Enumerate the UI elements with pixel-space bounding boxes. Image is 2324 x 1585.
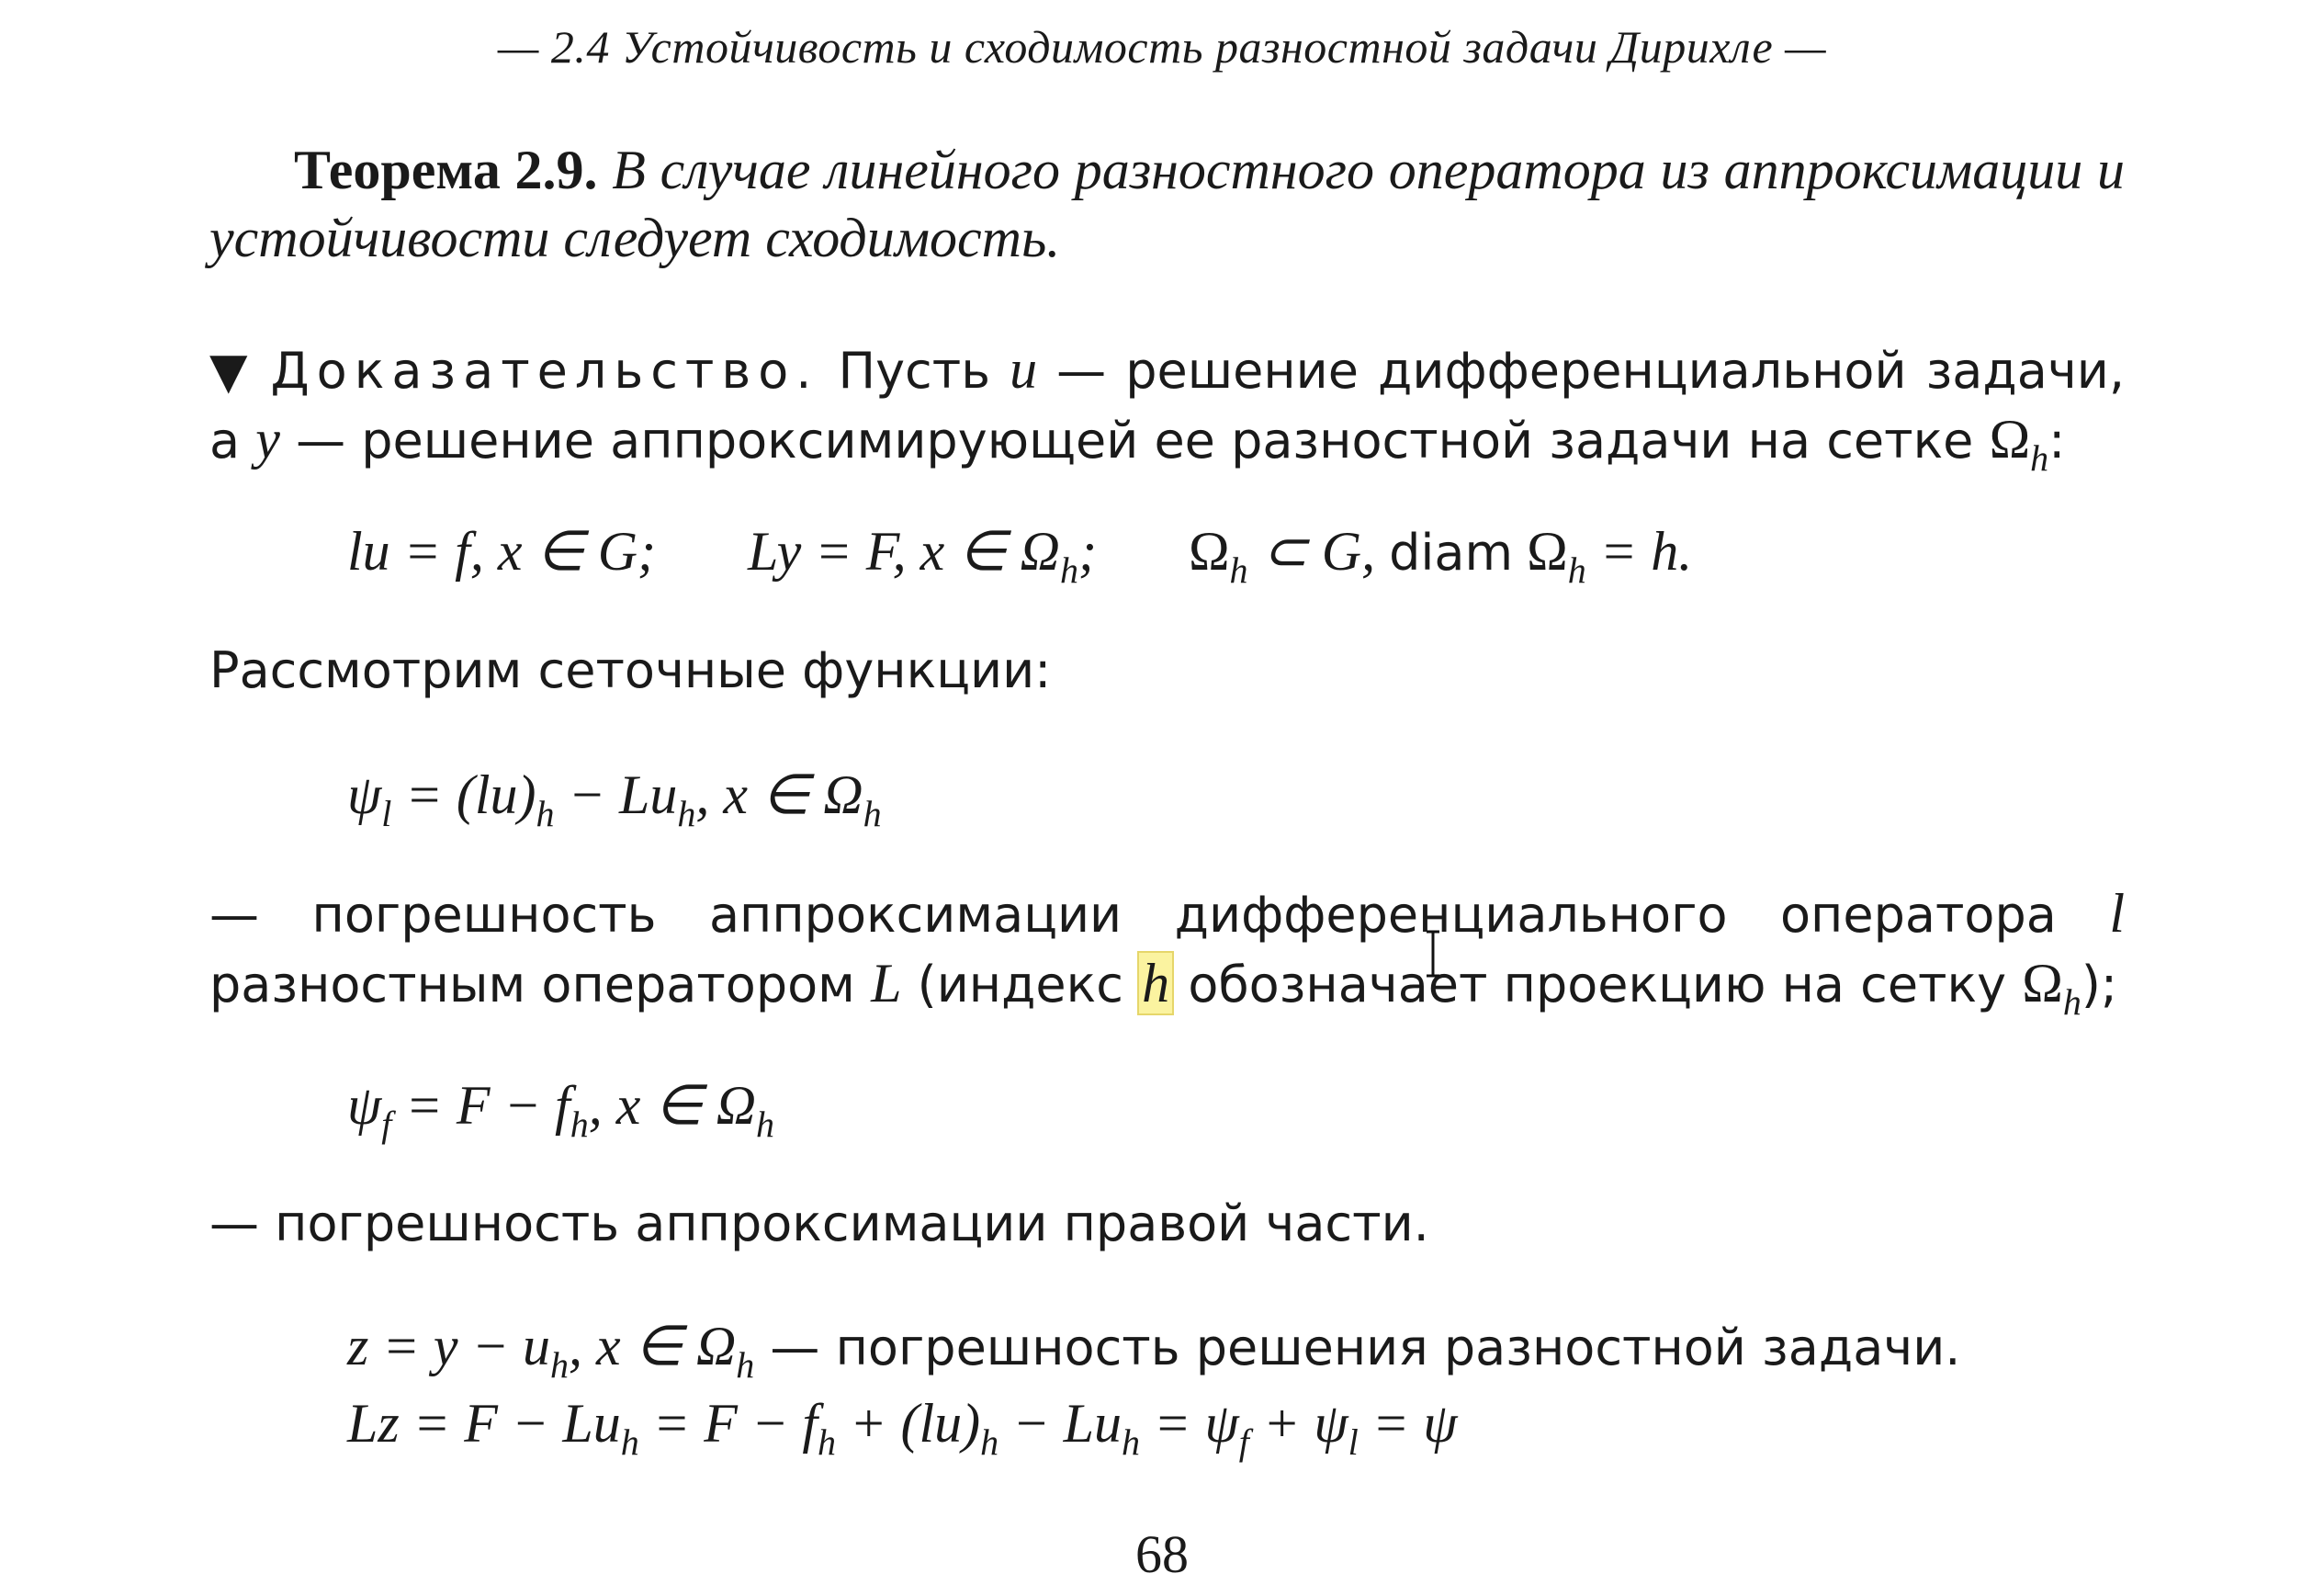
formula-Lz [347,1392,1458,1463]
formula1-omega-sub: h [1567,549,1586,591]
err1-omega-sub: h [2062,981,2081,1023]
formula1-part-c-sub: h [1229,549,1248,591]
formula4-body1: z = y − u [347,1316,550,1376]
proof-title: Доказательство. [270,342,819,400]
formula-psi-f [347,1073,774,1145]
formula-problem-statement [347,519,1693,591]
formula2-sub3: h [863,793,882,834]
formula2-body3: , x ∈ Ω [695,764,863,825]
err1-text-e: ); [2081,956,2118,1013]
formula5-sd: h [1122,1421,1140,1463]
text-rhs-error: — погрешность аппроксимации правой части. [209,1194,1429,1252]
formula-psi-l [347,763,882,834]
formula5-sa: h [620,1421,639,1463]
var-L: L [871,953,902,1013]
err1-text-a: — погрешность аппроксимации дифференциального оператора [209,886,2057,944]
theorem-block [209,136,2125,272]
page-number: 68 [1135,1524,1189,1584]
formula5-d: − Lu [998,1393,1122,1454]
var-u: u [1010,339,1038,400]
proof-text-1: Пусть [838,342,991,400]
formula2-sub1: h [536,793,555,834]
psi-sub: l [381,793,392,834]
proof-paragraph [209,335,2125,480]
formula5-c: + (lu) [836,1393,981,1454]
formula1-part-c-mid: ⊂ G, [1247,521,1390,582]
formula5-b: = F − f [638,1393,818,1454]
text-consider: Рассмотрим сеточные функции: [209,641,1052,699]
running-header: — 2.4 Устойчивость и сходимость разностной задачи Дирихле — [497,21,1827,73]
formula2-body1: = (lu) [391,764,536,825]
err1-omega: Ω [2022,953,2063,1013]
formula1-diam: diam [1389,524,1514,582]
formula5-sc: h [980,1421,999,1463]
formula4-text: — погрешность решения разностной задачи. [754,1319,1961,1376]
formula5-f: + ψ [1248,1393,1348,1454]
formula4-sub2: h [736,1344,755,1386]
var-l: l [2109,883,2125,944]
proof-text-2: — решение дифференциальной задачи, а [209,342,2125,470]
omega-symbol: Ω [1989,409,2031,470]
formula4-body2: , x ∈ Ω [568,1316,737,1376]
formula1-part-b-sub: h [1059,549,1078,591]
theorem-statement: В случае линейного разностного оператора из аппроксимации и устойчивости следует сходимость. [209,140,2126,268]
proof-colon: : [2048,412,2066,470]
var-y: y [255,409,280,470]
formula3-body1: = F − f [391,1075,570,1136]
err1-text-d: обозначает проекцию на сетку [1188,956,2007,1013]
formula1-part-b-end: ; [1077,521,1097,582]
formula5-a: Lz = F − Lu [347,1393,621,1454]
formula3-sub2: h [755,1104,774,1145]
formula1-part-c-end: = h. [1585,521,1693,582]
proof-marker-icon: ▼ [209,342,252,400]
formula1-omega: Ω [1513,521,1568,582]
highlighted-index-h[interactable]: h [1139,953,1172,1013]
err1-text-c: (индекс [917,956,1123,1013]
psi-symbol: ψ [347,764,382,825]
omega-subscript: h [2030,437,2049,479]
psi-f-sub: f [381,1104,392,1145]
formula5-sb: h [818,1421,837,1463]
formula3-sub1: h [570,1104,589,1145]
formula5-se: f [1238,1421,1249,1463]
err1-text-b: разностным оператором [209,956,855,1013]
formula1-part-c: Ω [1188,521,1230,582]
formula1-part-a: lu = f, x ∈ G; [347,521,657,582]
formula3-body2: , x ∈ Ω [588,1075,756,1136]
theorem-label: Теорема 2.9. [294,140,598,200]
formula4-sub1: h [549,1344,569,1386]
psi-f-symbol: ψ [347,1075,382,1136]
formula1-part-b: Ly = F, x ∈ Ω [748,521,1060,582]
proof-text-3: — решение аппроксимирующей ее разностной задачи на сетке [296,412,1974,470]
formula5-sf: l [1348,1421,1359,1463]
formula2-sub2: h [677,793,696,834]
formula5-e: = ψ [1140,1393,1239,1454]
formula-z [347,1314,1961,1386]
text-cursor-icon [1425,930,1441,978]
formula5-g: = ψ [1358,1393,1458,1454]
text-operator-error [209,879,2125,1024]
formula2-body2: − Lu [554,764,678,825]
